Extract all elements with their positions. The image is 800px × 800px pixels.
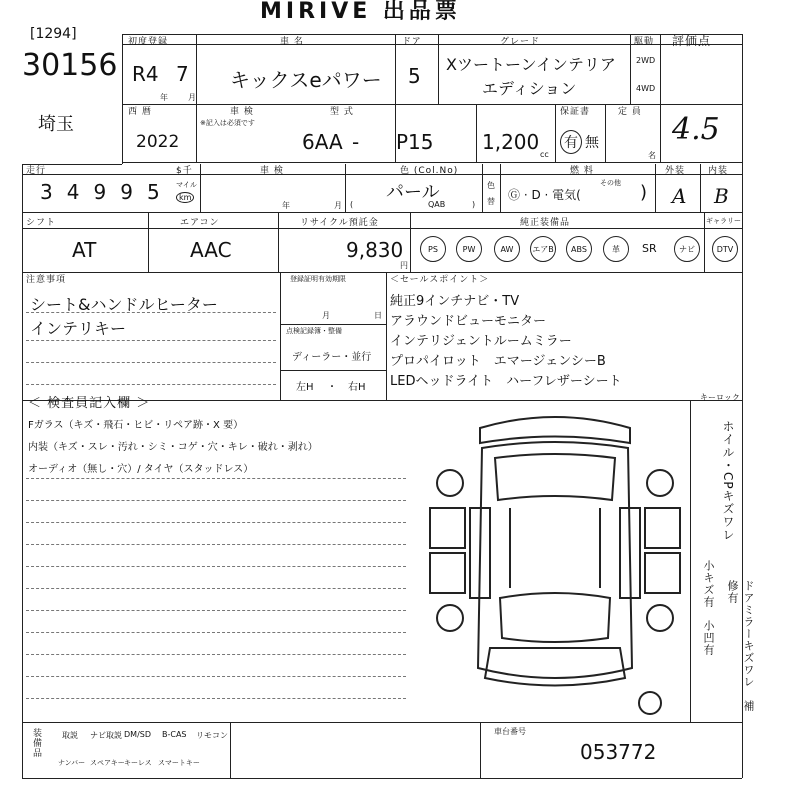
hdr-model: 型 式: [330, 107, 354, 117]
bottom-row1-0: 取説: [62, 731, 78, 740]
inspector-line-3: オーディオ（無し・穴）/ タイヤ（スタッドレス）: [28, 464, 254, 475]
hdr-shaken: 車 検: [230, 107, 254, 117]
equip-navi: ナビ: [674, 236, 700, 262]
equip-dtv: DTV: [712, 236, 738, 262]
hdr-interior: 内装: [708, 166, 729, 176]
car-year-mark: 年: [160, 93, 168, 102]
bottom-row1-1: ナビ取説: [90, 731, 122, 740]
car-damage-diagram: [420, 408, 690, 716]
color-code: QAB: [428, 200, 446, 209]
mileage-digit: 4: [66, 180, 94, 204]
displacement: 1,200: [482, 130, 540, 154]
sheet-title: MIRIVE 出品票: [260, 0, 461, 24]
bottom-row1-3: B-CAS: [162, 730, 187, 739]
rhd-label: 右H: [348, 382, 366, 393]
bottom-row2-3: スマートキー: [158, 759, 200, 767]
fuel-options: Ⓖ · D · 電気(: [508, 188, 581, 202]
mileage-digit: 5: [146, 180, 174, 204]
lot-bracket-number: [1294]: [30, 26, 77, 42]
hdr-notes: 注意事項: [26, 275, 67, 285]
color-code-open: (: [350, 200, 354, 209]
shaken-month: 月: [334, 201, 342, 210]
fuel-other: その他: [600, 179, 621, 187]
reg-month: 月: [322, 311, 330, 320]
history-label: 点検記録簿・整備: [286, 327, 342, 335]
model-prefix: 6AA: [302, 130, 343, 154]
sales-point-4: プロパイロット エマージェンシーB: [390, 354, 606, 369]
hdr-drive: 駆動: [634, 37, 655, 47]
right-note-3: ドアミラーキズワレ 補修有: [726, 580, 755, 712]
color-change-2: 替: [487, 197, 495, 206]
mileage-digit: 9: [120, 180, 147, 204]
bottom-row1-4: リモコン: [196, 731, 228, 740]
bottom-row2-0: ナンバー: [58, 759, 86, 767]
hdr-door: ドア: [402, 37, 422, 47]
equip-leather: 革: [603, 236, 629, 262]
sales-point-2: アラウンドビューモニター: [390, 314, 547, 329]
hdr-recycle: リサイクル預託金: [300, 218, 379, 228]
drive-2wd: 2WD: [636, 56, 656, 65]
right-note-2: 小キズ有 小凹有: [702, 560, 715, 656]
aircon-value: AAC: [190, 238, 232, 262]
equip-airbag: エアB: [530, 236, 556, 262]
reg-due-label: 登録証明有効期限: [290, 275, 346, 283]
car-grade-line1: Xツートーンインテリア: [446, 55, 616, 74]
color-name: パール: [386, 182, 440, 203]
equip-sr: SR: [642, 242, 657, 255]
bottom-row2-1: スペアキー: [90, 759, 125, 767]
hdr-aircon: エアコン: [180, 218, 220, 228]
chassis-number: 053772: [580, 740, 657, 764]
mileage-unit-km: km: [176, 192, 194, 203]
car-month-mark: 月: [188, 93, 196, 102]
hdr-shift: シフト: [26, 218, 57, 228]
hdr-exterior: 外装: [665, 166, 686, 176]
hdr-equipment: 純正装備品: [520, 218, 571, 228]
lhd-label: 左H: [296, 382, 314, 393]
chassis-label: 車台番号: [494, 727, 526, 736]
model-dash: -: [352, 130, 360, 154]
warranty-yes: 有: [560, 130, 582, 154]
mileage-digit: 9: [93, 180, 121, 204]
hdr-keyless: キーロック: [700, 393, 740, 402]
score-interior: B: [714, 184, 729, 208]
car-month: 7: [176, 62, 189, 86]
recycle-fee: 9,830: [346, 238, 404, 262]
sales-point-5: LEDヘッドライト ハーフレザーシート: [390, 374, 622, 389]
hdr-first-reg: 初度登録: [128, 37, 169, 47]
equip-pw: PW: [456, 236, 482, 262]
equip-ps: PS: [420, 236, 446, 262]
shift-value: AT: [72, 238, 97, 262]
prefecture: 埼玉: [38, 114, 74, 135]
reg-day: 日: [374, 311, 382, 320]
note-2: インテリキー: [30, 319, 127, 338]
sales-point-1: 純正9インチナビ・TV: [390, 294, 520, 309]
car-doors: 5: [408, 64, 421, 88]
hdr-score: 評価点: [672, 34, 712, 48]
capacity-unit: 名: [648, 151, 656, 160]
mileage-digits: [40, 180, 174, 204]
hand-dot: ・: [327, 382, 337, 393]
hdr-western-year: 西 暦: [128, 107, 152, 117]
note-1: シート&ハンドルヒーター: [30, 295, 218, 314]
hdr-mileage-unit: $千: [176, 166, 193, 176]
lot-number: 30156: [22, 48, 118, 83]
hdr-capacity: 定 員: [618, 107, 642, 117]
equip-abs: ABS: [566, 236, 592, 262]
bottom-row2-2: キーレス: [124, 759, 152, 767]
color-change-1: 色: [487, 181, 495, 190]
hdr-shaken2: 車 検: [260, 166, 284, 176]
car-era: R4: [132, 62, 159, 86]
hdr-gallery: ギャラリー: [706, 217, 741, 225]
equip-aw: AW: [494, 236, 520, 262]
displacement-unit: cc: [540, 150, 549, 159]
hdr-car-name: 車 名: [280, 37, 304, 47]
inspector-line-2: 内装（キズ・スレ・汚れ・シミ・コゲ・穴・キレ・破れ・剥れ）: [28, 442, 318, 453]
score-exterior: A: [672, 184, 687, 208]
sales-point-3: インテリジェントルームミラー: [390, 334, 572, 349]
hdr-inspector: ＜ 検査員記入欄 ＞: [28, 396, 151, 411]
hdr-fuel: 燃 料: [570, 166, 594, 176]
shaken-year: 年: [282, 201, 290, 210]
mileage-digit: 3: [40, 180, 67, 204]
bottom-label: 装備品: [31, 728, 41, 758]
shaken-note: ※記入は必須です: [200, 119, 255, 127]
color-code-close: ): [472, 200, 476, 209]
inspector-line-1: Fガラス（キズ・飛石・ヒビ・リペア跡・X 要）: [28, 420, 244, 431]
model-code: P15: [396, 130, 434, 154]
car-year: 2022: [136, 132, 180, 152]
hdr-color: 色 (Col.No): [400, 166, 459, 176]
drive-4wd: 4WD: [636, 84, 656, 93]
mileage-unit-mile: マイル: [176, 181, 197, 189]
right-note-1: ホイル・CPキズワレ: [721, 420, 735, 542]
warranty-no: 無: [585, 135, 599, 151]
dealer-label: ディーラー・並行: [292, 352, 372, 363]
hdr-grade: グレード: [500, 37, 541, 47]
hdr-warranty: 保証書: [560, 107, 591, 117]
recycle-yen: 円: [400, 261, 408, 270]
car-grade-line2: エディション: [482, 79, 577, 98]
hdr-sales-points: ＜セールスポイント＞: [390, 275, 490, 285]
fuel-close: ): [640, 182, 648, 203]
score-overall: 4.5: [672, 112, 720, 147]
hdr-mileage: 走行: [26, 166, 47, 176]
car-name: キックスeパワー: [230, 68, 382, 92]
bottom-row1-2: DM/SD: [124, 730, 151, 739]
